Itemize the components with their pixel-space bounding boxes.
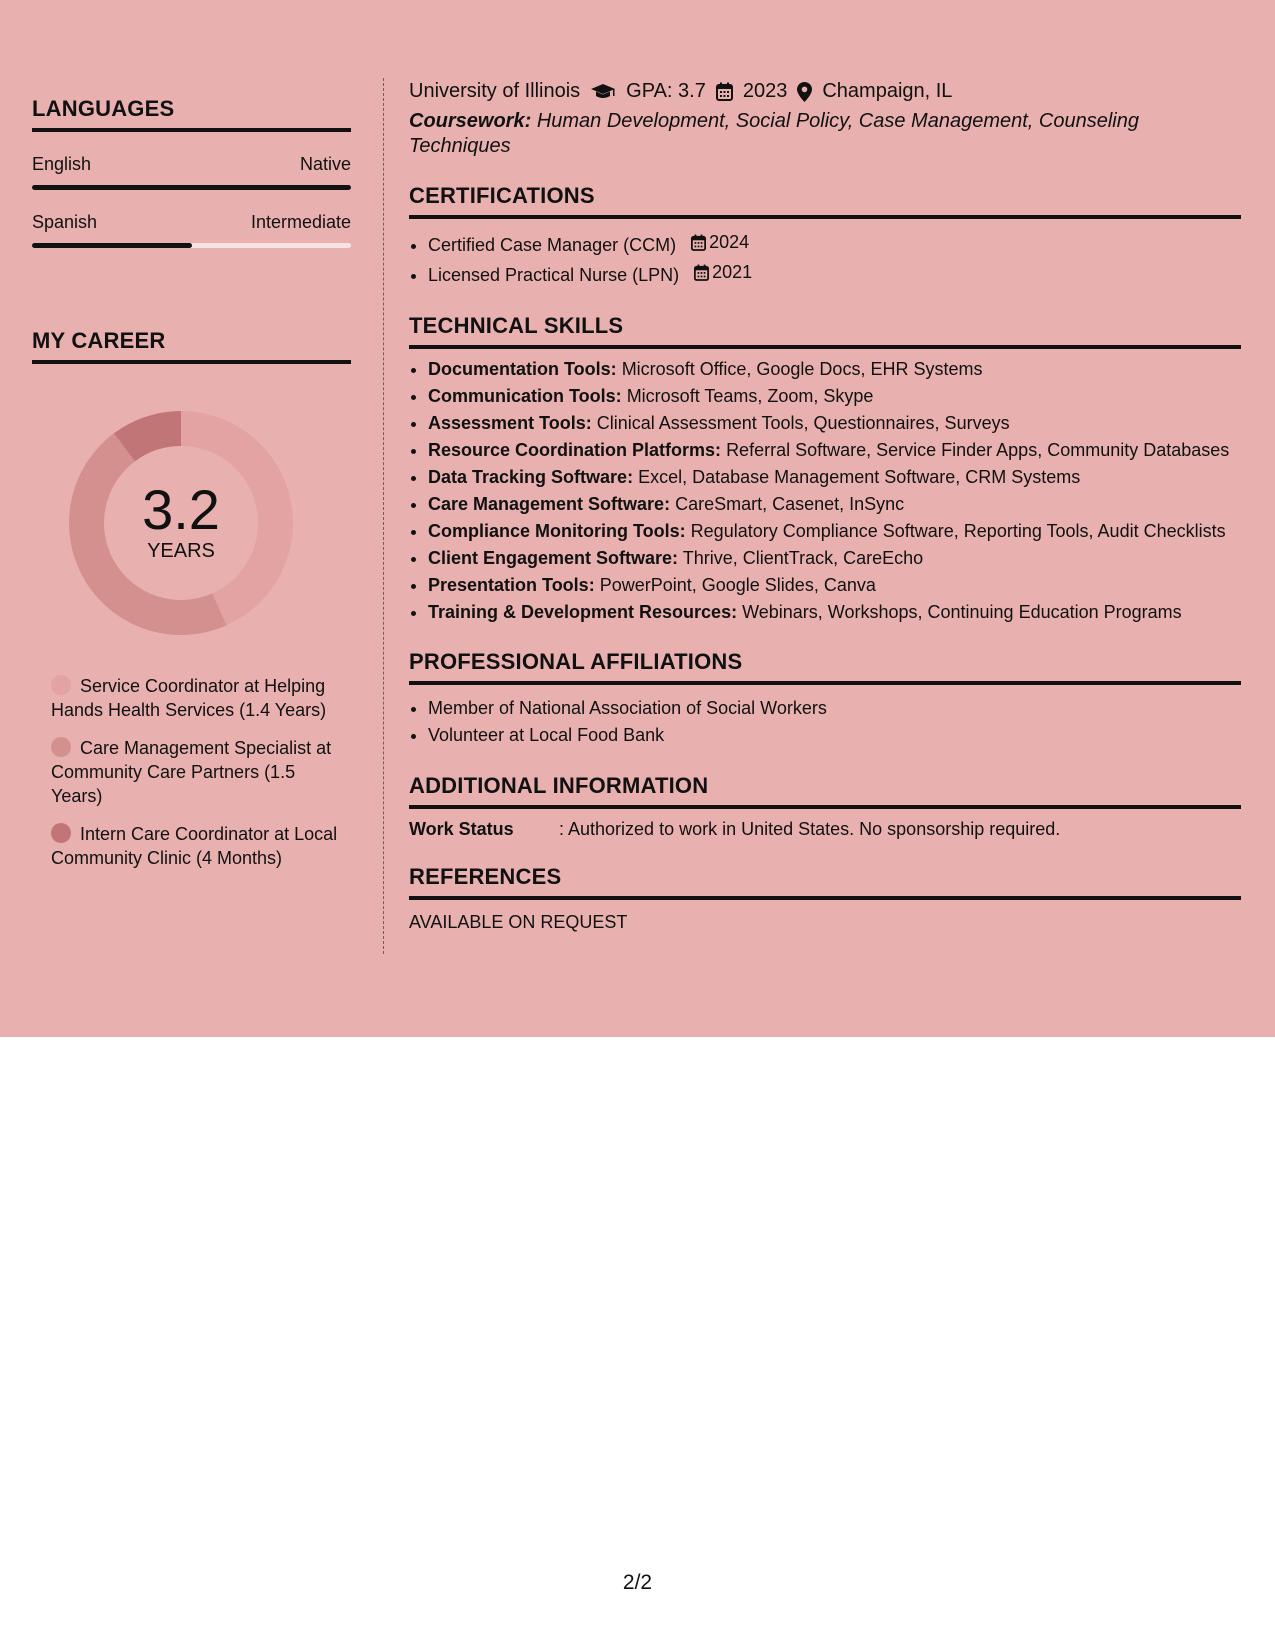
skill-label: Data Tracking Software: bbox=[428, 467, 634, 487]
skill-value: Microsoft Office, Google Docs, EHR Systems bbox=[621, 359, 983, 379]
education-section bbox=[409, 80, 1241, 159]
certification-name: Licensed Practical Nurse (LPN) bbox=[428, 265, 680, 285]
career-total-value: 3.2 bbox=[142, 478, 220, 541]
education-gpa: GPA: 3.7 bbox=[626, 80, 706, 102]
affiliations-list bbox=[409, 695, 1241, 749]
skill-item bbox=[428, 492, 1241, 517]
career-legend-item bbox=[51, 674, 341, 722]
education-line bbox=[409, 80, 1241, 103]
references-text: AVAILABLE ON REQUEST bbox=[409, 912, 628, 932]
column-divider bbox=[383, 78, 384, 954]
affiliation-item: • Volunteer at Local Food Bank bbox=[428, 722, 1241, 749]
skill-value: Clinical Assessment Tools, Questionnaires, Surveys bbox=[596, 413, 1010, 433]
language-item bbox=[32, 212, 351, 248]
calendar-icon bbox=[716, 82, 733, 101]
location-pin-icon bbox=[797, 82, 812, 102]
skill-label: Training & Development Resources: bbox=[428, 602, 738, 622]
skill-item bbox=[428, 546, 1241, 571]
coursework-text: Human Development, Social Policy, Case Management, Counseling Techniques bbox=[409, 110, 1139, 157]
technical-skills-title: TECHNICAL SKILLS bbox=[409, 313, 1241, 349]
skill-label: Resource Coordination Platforms: bbox=[428, 440, 722, 460]
skill-value: Referral Software, Service Finder Apps, Community Databases bbox=[726, 440, 1230, 460]
skill-value: Excel, Database Management Software, CRM Systems bbox=[638, 467, 1081, 487]
certification-year: 2024 bbox=[709, 232, 750, 252]
language-name: Spanish bbox=[32, 212, 98, 232]
skill-item bbox=[428, 465, 1241, 490]
certification-item bbox=[428, 259, 1241, 289]
language-level: Native bbox=[299, 154, 351, 174]
references-title: REFERENCES bbox=[409, 864, 1241, 900]
language-proficiency-bar bbox=[32, 243, 351, 248]
language-item bbox=[32, 154, 351, 190]
languages-title: LANGUAGES bbox=[32, 96, 351, 132]
career-legend-item bbox=[51, 822, 341, 870]
language-proficiency-bar bbox=[32, 185, 351, 190]
language-proficiency-fill bbox=[32, 243, 192, 248]
left-column bbox=[32, 78, 351, 884]
work-status-label: Work Status bbox=[409, 819, 514, 839]
skill-label: Client Engagement Software: bbox=[428, 548, 679, 568]
career-donut-chart bbox=[66, 408, 296, 638]
career-total-unit: YEARS bbox=[147, 540, 215, 562]
skill-item bbox=[428, 519, 1241, 544]
skill-label: Compliance Monitoring Tools: bbox=[428, 521, 686, 541]
legend-dot-icon bbox=[51, 823, 71, 843]
page-number: 2/2 bbox=[622, 1571, 653, 1594]
skill-value: Webinars, Workshops, Continuing Education Programs bbox=[742, 602, 1182, 622]
skill-value: Thrive, ClientTrack, CareEcho bbox=[682, 548, 924, 568]
education-year: 2023 bbox=[742, 80, 788, 102]
career-legend-label: Care Management Specialist at Community Care Partners (1.5 Years) bbox=[51, 738, 332, 806]
education-location: Champaign, IL bbox=[822, 80, 953, 102]
legend-dot-icon bbox=[51, 737, 71, 757]
career-legend bbox=[51, 674, 351, 870]
work-status-value: : Authorized to work in United States. No sponsorship required. bbox=[559, 819, 1061, 839]
language-proficiency-fill bbox=[32, 185, 351, 190]
technical-skills-list bbox=[409, 357, 1241, 625]
skill-item bbox=[428, 411, 1241, 436]
skill-label: Assessment Tools: bbox=[428, 413, 592, 433]
skill-label: Care Management Software: bbox=[428, 494, 671, 514]
skill-value: Microsoft Teams, Zoom, Skype bbox=[626, 386, 874, 406]
skill-item bbox=[428, 438, 1241, 463]
education-coursework bbox=[409, 109, 1241, 159]
additional-information-title: ADDITIONAL INFORMATION bbox=[409, 773, 1241, 809]
certification-year: 2021 bbox=[712, 262, 753, 282]
skill-item bbox=[428, 384, 1241, 409]
skill-item bbox=[428, 600, 1241, 625]
certification-name: Certified Case Manager (CCM) bbox=[428, 235, 677, 255]
language-name: English bbox=[32, 154, 92, 174]
skill-label: Communication Tools: bbox=[428, 386, 622, 406]
certifications-title: CERTIFICATIONS bbox=[409, 183, 1241, 219]
skill-label: Documentation Tools: bbox=[428, 359, 617, 379]
calendar-icon bbox=[694, 264, 709, 281]
right-column bbox=[409, 78, 1241, 933]
career-legend-label: Intern Care Coordinator at Local Community Clinic (4 Months) bbox=[51, 824, 338, 868]
calendar-icon bbox=[691, 234, 706, 251]
certifications-section bbox=[409, 183, 1241, 289]
affiliations-title: PROFESSIONAL AFFILIATIONS bbox=[409, 649, 1241, 685]
technical-skills-section bbox=[409, 313, 1241, 625]
career-total bbox=[66, 408, 296, 638]
skill-label: Presentation Tools: bbox=[428, 575, 595, 595]
career-section bbox=[32, 328, 351, 870]
skill-item bbox=[428, 573, 1241, 598]
languages-section bbox=[32, 96, 351, 248]
work-status-row bbox=[409, 819, 1241, 840]
legend-dot-icon bbox=[51, 675, 71, 695]
additional-information-section bbox=[409, 773, 1241, 840]
references-section bbox=[409, 864, 1241, 933]
certifications-list bbox=[409, 229, 1241, 289]
graduation-cap-icon bbox=[590, 83, 616, 101]
skill-item bbox=[428, 357, 1241, 382]
skill-value: Regulatory Compliance Software, Reporting Tools, Audit Checklists bbox=[690, 521, 1226, 541]
affiliations-section bbox=[409, 649, 1241, 749]
career-legend-item bbox=[51, 736, 341, 808]
coursework-label: Coursework: bbox=[409, 110, 532, 132]
skill-value: CareSmart, Casenet, InSync bbox=[675, 494, 905, 514]
career-legend-label: Service Coordinator at Helping Hands Health Services (1.4 Years) bbox=[51, 676, 327, 720]
certification-item bbox=[428, 229, 1241, 259]
affiliation-item: • Member of National Association of Social Workers bbox=[428, 695, 1241, 722]
language-level: Intermediate bbox=[250, 212, 351, 232]
skill-value: PowerPoint, Google Slides, Canva bbox=[599, 575, 876, 595]
career-title: MY CAREER bbox=[32, 328, 351, 364]
education-school: University of Illinois bbox=[409, 80, 581, 102]
